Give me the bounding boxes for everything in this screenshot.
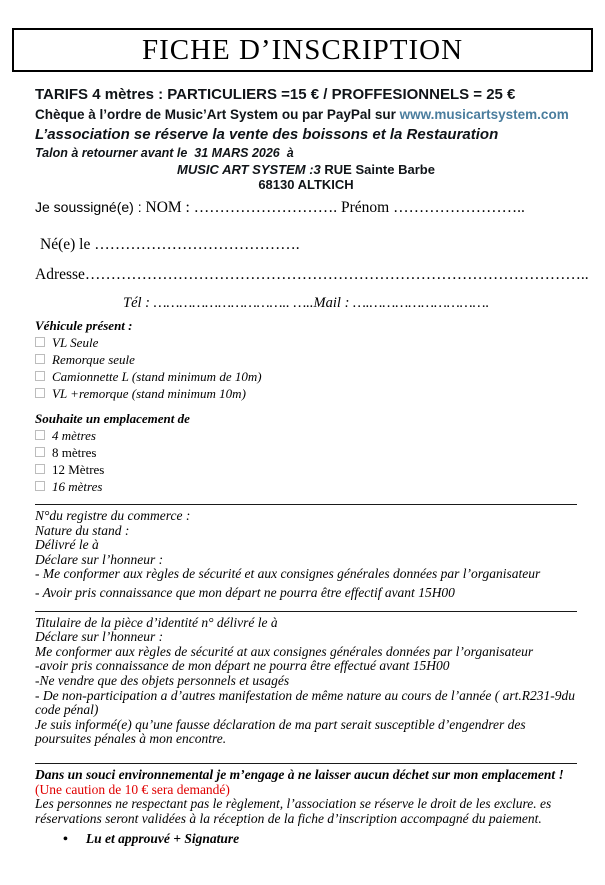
section-divider <box>35 611 577 612</box>
org-name: MUSIC ART SYSTEM :3 <box>177 162 325 177</box>
org-street: RUE Sainte Barbe <box>324 162 435 177</box>
soussigne-label: Je soussigné(e) : <box>35 199 146 215</box>
section-divider <box>35 763 577 764</box>
name-line <box>35 198 577 217</box>
titulaire-section <box>35 616 577 747</box>
header-block <box>35 86 577 192</box>
titulaire-line: -Ne vendre que des objets personnels et usagés <box>35 672 290 688</box>
emplacement-option-row <box>35 463 577 477</box>
payment-text: Chèque à l’ordre de Music’Art System ou par PayPal sur <box>35 107 400 122</box>
checkbox-camionnette[interactable] <box>35 371 45 381</box>
checkbox-16-metres[interactable] <box>35 481 45 491</box>
vehicule-option-row <box>35 387 577 401</box>
registre-line: - Me conformer aux règles de sécurité et aux consignes générales données par l’organisateur <box>35 566 541 582</box>
titulaire-line: Me conformer aux règles de sécurité at aux consignes générales données par l’organisateur <box>35 643 534 659</box>
checkbox-label: VL Seule <box>52 335 99 350</box>
vehicule-section-heading: Véhicule présent : <box>35 318 133 333</box>
emplacement-section-heading: Souhaite un emplacement de <box>35 411 190 426</box>
checkbox-vl-remorque[interactable] <box>35 388 45 398</box>
checkbox-remorque-seule[interactable] <box>35 354 45 364</box>
rules-notice: Les personnes ne respectant pas le règlement, l’association se réserve le droit de les exclure. es réservations seront validées à la réception de la fiche d’inscription accompagné du paiement. <box>35 795 552 826</box>
titulaire-line: Je suis informé(e) qu’une fausse déclaration de ma part serait susceptible d’engendrer des poursuites pénales à mon encontre. <box>35 716 526 747</box>
environment-commitment-line: Dans un souci environnemental je m’engage à ne laisser aucun déchet sur mon emplacement ! <box>35 766 564 782</box>
talon-return-line: Talon à retourner avant le 31 MARS 2026 à <box>35 146 294 160</box>
registre-line: Déclare sur l’honneur : <box>35 551 164 567</box>
vehicule-option-row <box>35 370 577 384</box>
org-address-line <box>35 162 577 177</box>
page-title: FICHE D’INSCRIPTION <box>141 34 464 66</box>
checkbox-12-metres[interactable] <box>35 464 45 474</box>
checkbox-label: Remorque seule <box>52 352 135 367</box>
titulaire-line: Titulaire de la pièce d’identité n° délivré le à <box>35 614 278 630</box>
checkbox-label: 12 Mètres <box>52 462 105 477</box>
checkbox-label: 16 mètres <box>52 479 103 494</box>
signature-line: • Lu et approuvé + Signature <box>35 831 577 848</box>
titulaire-line: Déclare sur l’honneur : <box>35 629 164 645</box>
titulaire-line: -avoir pris connaissance de mon départ ne pourra être effectué avant 15H00 <box>35 658 450 674</box>
vehicule-option-row <box>35 353 577 367</box>
association-reserve-line: L’association se réserve la vente des boissons et la Restauration <box>35 126 499 143</box>
paypal-website-link[interactable]: www.musicartsystem.com <box>399 107 569 122</box>
section-divider <box>35 504 577 505</box>
emplacement-option-row <box>35 480 577 494</box>
checkbox-vl-seule[interactable] <box>35 337 45 347</box>
registre-line: Nature du stand : <box>35 522 130 538</box>
caution-notice: (Une caution de 10 € sera demandé) <box>35 781 230 797</box>
checkbox-label: VL +remorque (stand minimum 10m) <box>52 386 246 401</box>
document-body <box>0 86 605 848</box>
emplacement-option-row <box>35 446 577 460</box>
registre-line: Délivré le à <box>35 537 99 553</box>
tarifs-line: TARIFS 4 mètres : PARTICULIERS =15 € / PROFFESIONNELS = 25 € <box>35 86 516 103</box>
fiche-inscription-document <box>0 28 605 885</box>
registre-line: - Avoir pris connaissance que mon départ ne pourra être effectif avant 15H00 <box>35 584 455 600</box>
birthdate-field[interactable]: Né(e) le …………………………………. <box>40 236 300 253</box>
checkbox-label: Camionnette L (stand minimum de 10m) <box>52 369 262 384</box>
document-title-box <box>12 28 593 72</box>
emplacement-option-row <box>35 429 577 443</box>
checkbox-label: 8 mètres <box>52 445 97 460</box>
registre-line: N°du registre du commerce : <box>35 508 191 523</box>
checkbox-4-metres[interactable] <box>35 430 45 440</box>
org-city-line: 68130 ALTKICH <box>258 177 354 192</box>
checkbox-label: 4 mètres <box>52 428 96 443</box>
tel-mail-field[interactable]: Tél : ………………………….. …..Mail : ….………………………. <box>123 295 490 311</box>
vehicule-option-row <box>35 336 577 350</box>
checkbox-8-metres[interactable] <box>35 447 45 457</box>
payment-line <box>35 106 577 123</box>
address-field[interactable]: Adresse…………………………………………………………………………………….. <box>35 266 589 283</box>
registre-section <box>35 509 577 601</box>
nom-prenom-field[interactable]: NOM : ………………………. Prénom …………………….. <box>145 199 525 216</box>
titulaire-line: - De non-participation a d’autres manifestation de même nature au cours de l’année ( art.R231-9du code pénal) <box>35 687 576 718</box>
